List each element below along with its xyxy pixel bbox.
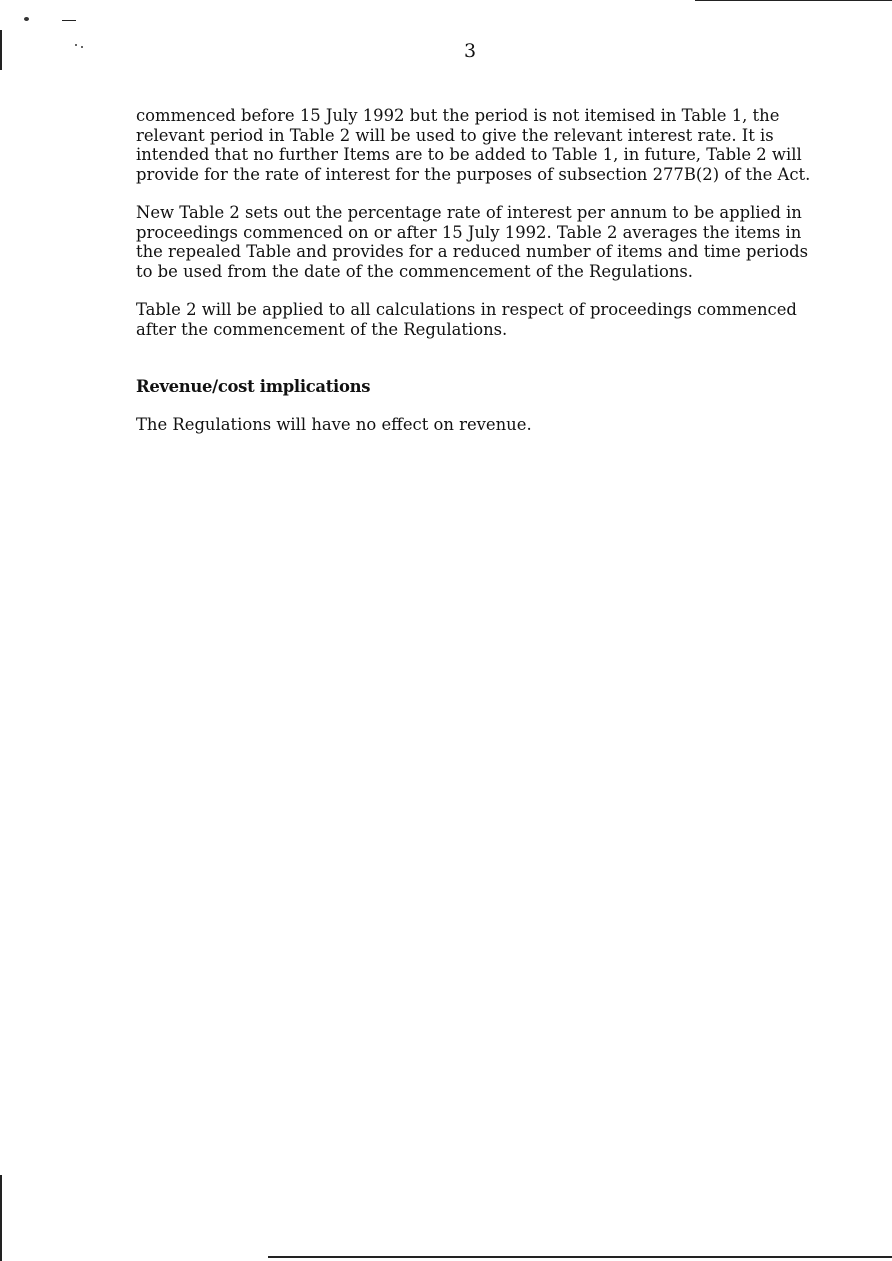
scan-edge-top-right	[695, 0, 892, 1]
section-heading: Revenue/cost implications	[136, 377, 371, 396]
scan-edge-bottom	[268, 1256, 892, 1258]
page-number: 3	[463, 40, 477, 62]
spacer	[136, 358, 816, 377]
paragraph-interest-periods: commenced before 15 July 1992 but the period is not itemised in Table 1, the relevant period in Table 2 will be used to give the relevant interest rate. It is intended that no further Items are to be added to Table 1, in future, Table 2 will provide for the rate of interest for the purposes of subsection 277B(2) of the Act.	[136, 106, 811, 184]
scan-edge-left-bottom	[0, 1175, 2, 1261]
scan-mark	[62, 20, 76, 21]
section-body: The Regulations will have no effect on revenue.	[136, 414, 532, 434]
document-body	[136, 106, 816, 453]
paragraph-new-table-2: New Table 2 sets out the percentage rate of interest per annum to be applied in proceedings commenced on or after 15 July 1992. Table 2 averages the items in the repealed Table and provides for a reduced number of items and time periods to be used from the date of the commencement of the Regulations.	[136, 203, 809, 281]
scan-speck	[24, 17, 29, 21]
paragraph-table-2-application: Table 2 will be applied to all calculations in respect of proceedings commenced after the commencement of the Regulations.	[136, 300, 797, 339]
